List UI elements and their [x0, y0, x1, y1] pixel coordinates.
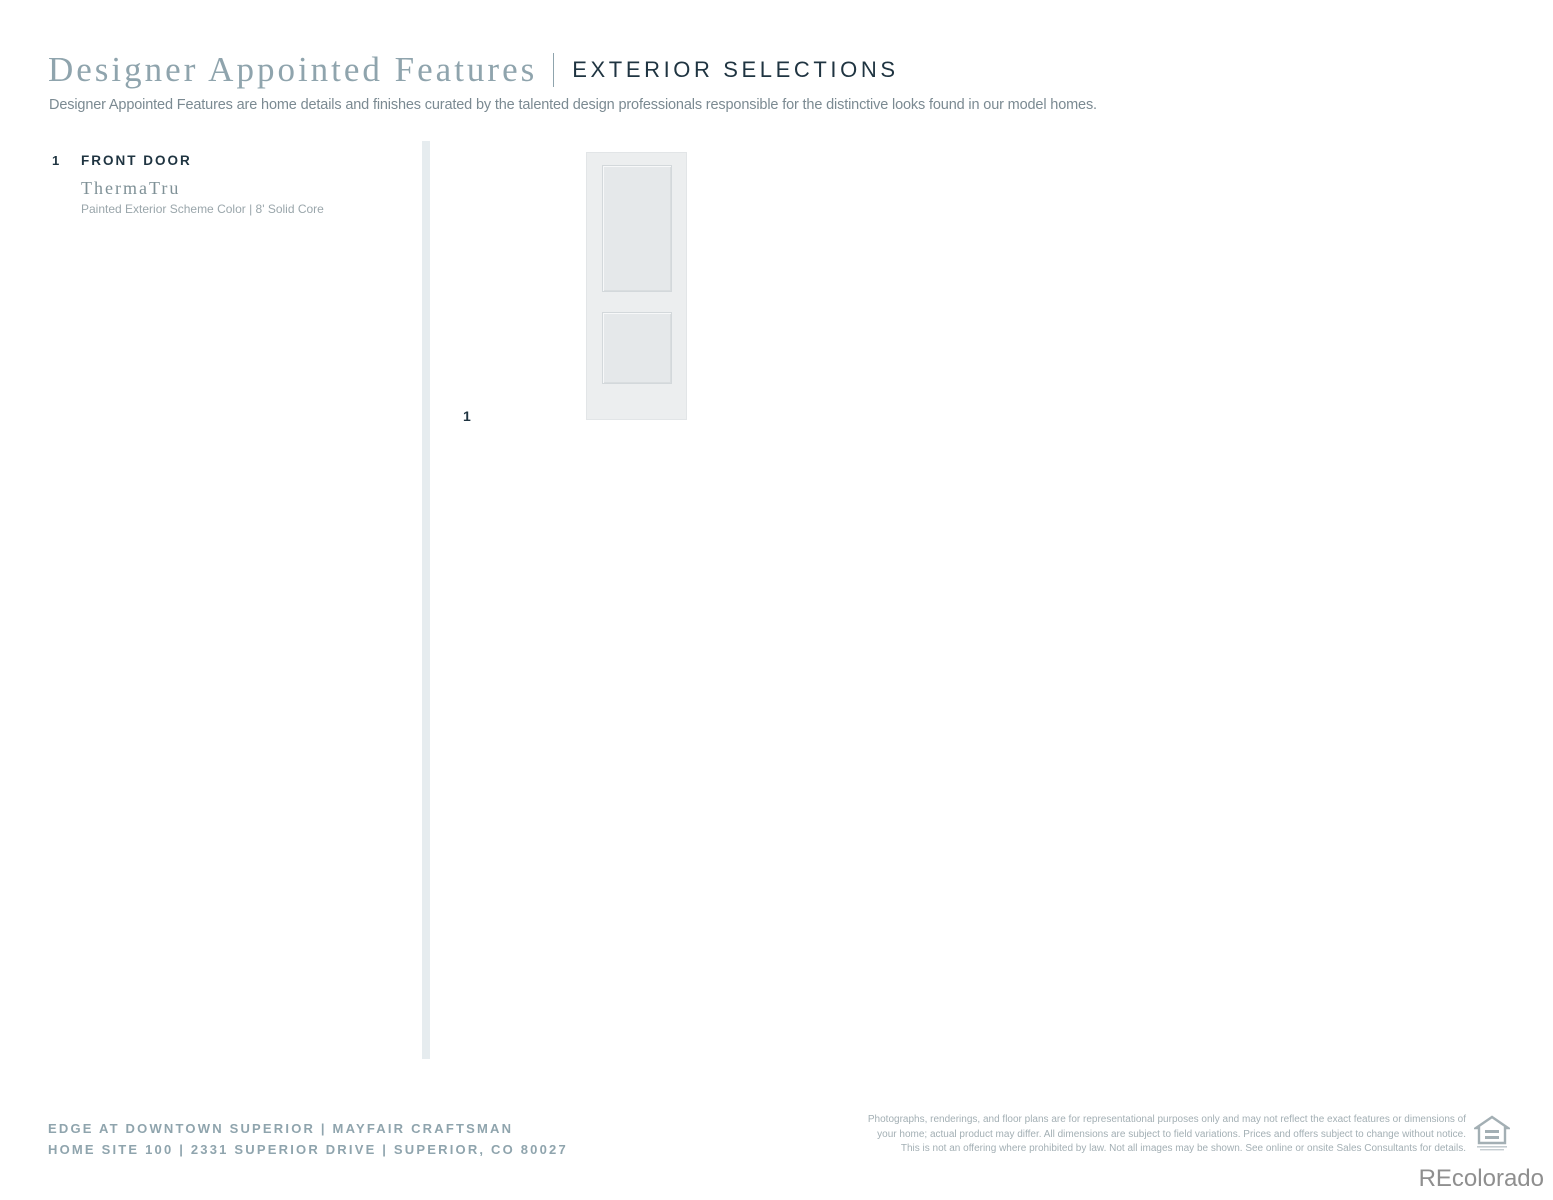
footer-community-line: EDGE AT DOWNTOWN SUPERIOR | MAYFAIR CRAFTSMAN — [48, 1121, 514, 1136]
feature-brand: ThermaTru — [81, 178, 181, 198]
front-door-image — [586, 152, 687, 420]
column-divider — [422, 141, 430, 1059]
footer-homesite-line: HOME SITE 100 | 2331 SUPERIOR DRIVE | SUPERIOR, CO 80027 — [48, 1142, 568, 1157]
watermark: REcolorado — [1418, 1165, 1544, 1192]
door-lower-panel — [602, 312, 672, 384]
disclaimer-line: This is not an offering where prohibited by law. Not all images may be shown. See online or onsite Sales Consultants for details. — [900, 1143, 1466, 1154]
feature-number: 1 — [52, 153, 60, 168]
page-title: Designer Appointed Features — [48, 50, 538, 89]
door-upper-panel — [602, 165, 672, 292]
page-header — [48, 50, 899, 90]
image-label: 1 — [463, 408, 471, 424]
feature-description: Painted Exterior Scheme Color | 8' Solid Core — [81, 202, 324, 216]
title-separator — [553, 53, 554, 87]
section-title: EXTERIOR SELECTIONS — [572, 57, 899, 82]
footer-disclaimer — [868, 1113, 1466, 1157]
page-subtitle: Designer Appointed Features are home details and finishes curated by the talented design professionals responsible for the distinctive looks found in our model homes. — [49, 97, 1097, 113]
feature-title: FRONT DOOR — [81, 153, 192, 168]
equal-housing-icon — [1474, 1115, 1510, 1153]
disclaimer-line: Photographs, renderings, and floor plans are for representational purposes only and may not reflect the exact features or dimensions of — [867, 1114, 1466, 1125]
disclaimer-line: your home; actual product may differ. All dimensions are subject to field variations. Prices and offers subject to change without notice. — [877, 1128, 1466, 1140]
footer-address — [48, 1118, 568, 1160]
